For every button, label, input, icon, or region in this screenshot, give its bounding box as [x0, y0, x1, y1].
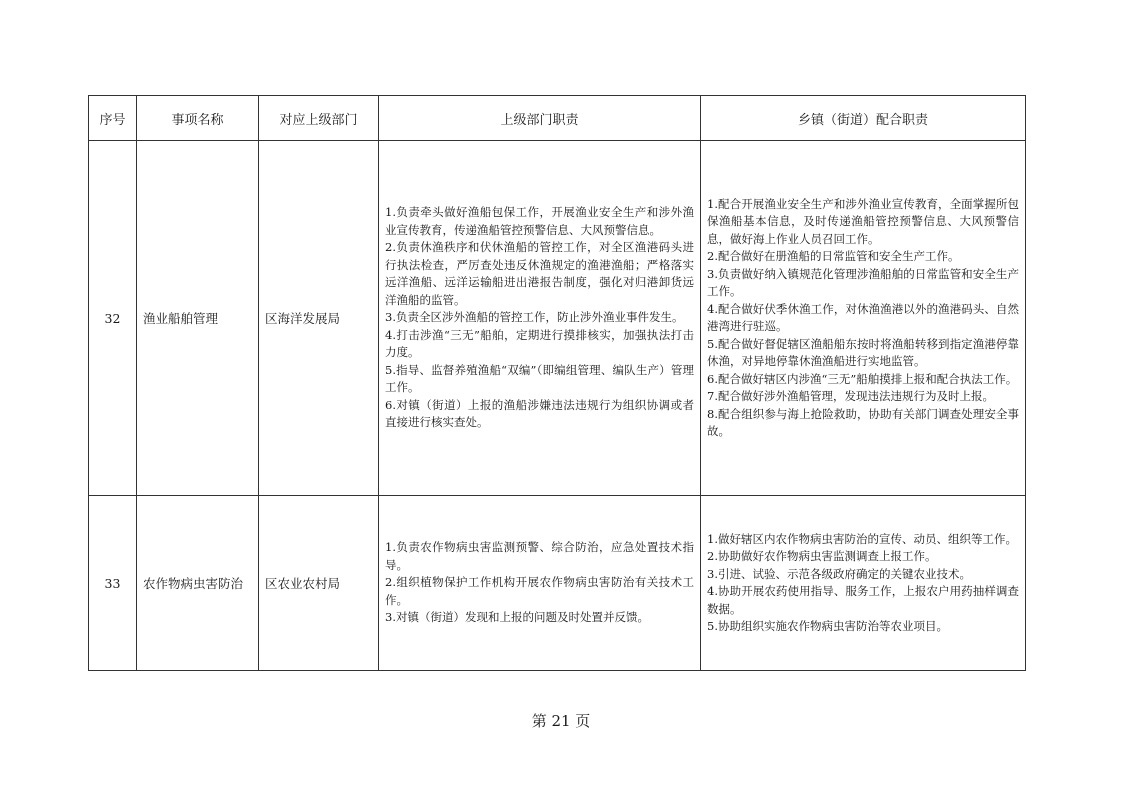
- row-dept-duties: [379, 141, 701, 496]
- duty-item: 6.配合做好辖区内涉渔“三无”船舶摸排上报和配合执法工作。: [707, 371, 1018, 386]
- row-item-name: 农作物病虫害防治: [137, 496, 259, 671]
- duty-item: 1.负责农作物病虫害监测预警、综合防治，应急处置技术指导。: [385, 540, 694, 572]
- duty-item: 2.组织植物保护工作机构开展农作物病虫害防治有关技术工作。: [385, 575, 694, 607]
- duty-item: 8.配合组织参与海上抢险救助，协助有关部门调查处理安全事故。: [707, 406, 1019, 438]
- duty-item: 3.负责做好纳入镇规范化管理涉渔船舶的日常监管和安全生产工作。: [707, 266, 1019, 298]
- row-number: 32: [89, 141, 137, 496]
- row-dept-duties: [379, 496, 701, 671]
- duty-item: 3.对镇（街道）发现和上报的问题及时处置并反馈。: [385, 610, 649, 625]
- duty-item: 2.负责休渔秩序和伏休渔船的管控工作，对全区渔港码头进行执法检查，严厉查处违反休渔规定的渔港渔船；严格落实远洋渔船、远洋运输船进出港报告制度，强化对归港卸货远洋渔船的监管。: [385, 240, 694, 307]
- table-header-row: [89, 96, 1026, 141]
- duty-item: 5.配合做好督促辖区渔船船东按时将渔船转移到指定渔港停靠休渔，对异地停靠休渔渔船进行实地监管。: [707, 336, 1019, 368]
- duty-item: 4.协助开展农药使用指导、服务工作，上报农户用药抽样调查数据。: [707, 584, 1019, 616]
- header-dept-duties: 上级部门职责: [379, 96, 701, 141]
- duty-item: 6.对镇（街道）上报的渔船涉嫌违法违规行为组织协调或者直接进行核实查处。: [385, 397, 694, 430]
- header-number: 序号: [89, 96, 137, 141]
- row-town-duties: [701, 141, 1026, 496]
- duty-table: [88, 95, 1026, 671]
- row-department: 区海洋发展局: [259, 141, 379, 496]
- row-number: 33: [89, 496, 137, 671]
- duty-item: 4.打击涉渔“三无”船舶，定期进行摸排核实，加强执法打击力度。: [385, 327, 694, 360]
- row-department: 区农业农村局: [259, 496, 379, 671]
- table-row: [89, 141, 1026, 496]
- duty-item: 3.引进、试验、示范各级政府确定的关键农业技术。: [707, 566, 971, 581]
- row-item-name: 渔业船舶管理: [137, 141, 259, 496]
- duty-item: 5.指导、监督养殖渔船“双编”（即编组管理、编队生产）管理工作。: [385, 362, 694, 395]
- table-row: [89, 496, 1026, 671]
- header-item-name: 事项名称: [137, 96, 259, 141]
- duty-item: 7.配合做好涉外渔船管理，发现违法违规行为及时上报。: [707, 389, 994, 403]
- duty-item: 2.配合做好在册渔船的日常监管和安全生产工作。: [707, 249, 960, 263]
- header-department: 对应上级部门: [259, 96, 379, 141]
- duty-item: 4.配合做好伏季休渔工作，对休渔渔港以外的渔港码头、自然港湾进行驻巡。: [707, 301, 1019, 333]
- duty-item: 5.协助组织实施农作物病虫害防治等农业项目。: [707, 619, 948, 633]
- page-number: 第 21 页: [531, 712, 591, 730]
- duty-item: 1.做好辖区内农作物病虫害防治的宣传、动员、组织等工作。: [707, 531, 1017, 546]
- duty-item: 1.配合开展渔业安全生产和涉外渔业宣传教育，全面掌握所包保渔船基本信息，及时传递渔船管控预警信息、大风预警信息，做好海上作业人员召回工作。: [707, 196, 1019, 246]
- duty-item: 1.负责牵头做好渔船包保工作，开展渔业安全生产和涉外渔业宣传教育，传递渔船管控预警信息、大风预警信息。: [385, 205, 694, 237]
- duty-item: 2.协助做好农作物病虫害监测调查上报工作。: [707, 549, 937, 563]
- duty-item: 3.负责全区涉外渔船的管控工作，防止涉外渔业事件发生。: [385, 310, 684, 325]
- header-town-duties: 乡镇（街道）配合职责: [701, 96, 1026, 141]
- row-town-duties: [701, 496, 1026, 671]
